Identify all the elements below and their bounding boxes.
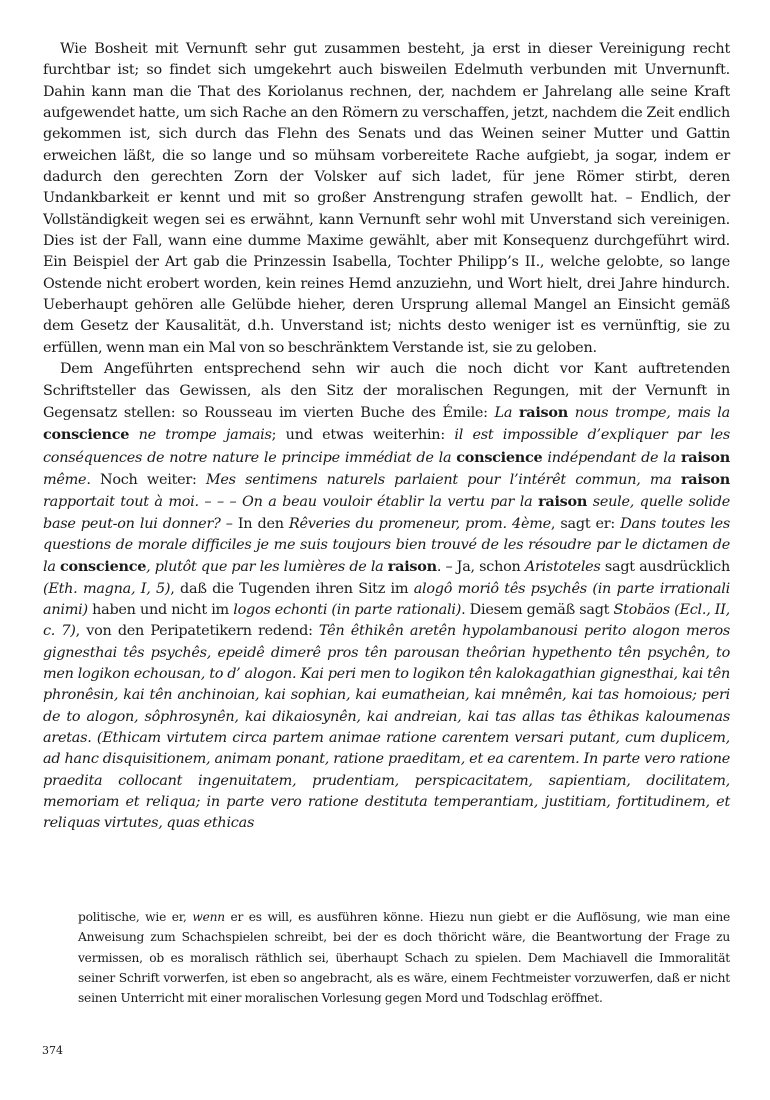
bold-term: raison bbox=[680, 448, 730, 466]
paragraph-2 bbox=[43, 359, 730, 835]
italic-run: alogô moriô tês psychês (in parte irrationali animi) bbox=[43, 580, 730, 618]
text-run: ; und etwas weiterhin: bbox=[271, 427, 455, 444]
text-run: . Diesem gemäß sagt bbox=[461, 601, 614, 618]
italic-run: Dans toutes les questions de morale difficiles je me suis toujours bien trouvé de les résoudre par le dictamen de la bbox=[43, 515, 730, 576]
footnote bbox=[78, 907, 730, 1008]
italic-run: seule, quelle solide base peut-on lui donner? bbox=[43, 494, 730, 532]
text-run: . Noch weiter: bbox=[86, 471, 206, 488]
text-run: haben und nicht im bbox=[87, 601, 234, 618]
italic-run: Stobäos (Ecl., II, c. 7) bbox=[43, 601, 730, 640]
bold-term: raison bbox=[518, 403, 568, 421]
bold-term: raison bbox=[387, 558, 437, 576]
text-run: politische, wie er, bbox=[78, 910, 193, 924]
italic-run: il est impossible d’expliquer par les conséquences de notre nature le principe immédiat de la bbox=[43, 427, 730, 466]
italic-run: même bbox=[43, 471, 87, 488]
italic-run: Mes sentimens naturels parlaient pour l’intérêt commun, ma bbox=[205, 471, 681, 488]
italic-run: (Eth. magna, I, 5) bbox=[43, 580, 171, 597]
italic-run: wenn bbox=[192, 910, 225, 924]
footnote-paragraph bbox=[78, 907, 730, 1008]
text-run: , daß die Tugenden ihren Sitz im bbox=[170, 580, 414, 597]
italic-run: La bbox=[494, 404, 519, 421]
paragraph-1 bbox=[43, 39, 730, 359]
text-run: , von den Peripatetikern redend: bbox=[75, 623, 319, 640]
italic-run: logos echonti (in parte rationali) bbox=[233, 601, 462, 618]
text-run: sagt ausdrücklich bbox=[600, 559, 731, 576]
bold-term: conscience bbox=[59, 558, 147, 576]
italic-run: Rêveries du promeneur, prom. 4ème bbox=[288, 515, 551, 532]
italic-run: , plutôt que par les lumières de la bbox=[146, 559, 388, 576]
bold-term: conscience bbox=[43, 426, 130, 444]
bold-term: conscience bbox=[456, 448, 543, 466]
paragraph-1-text: Wie Bosheit mit Vernunft sehr gut zusammen besteht, ja erst in dieser Vereinigung recht furchtbar ist; so findet sich umgekehrt auch bisweilen Edelmuth verbunden mit Unvernunft. Dahin kann man die That des Koriolanus rechnen, der, nachdem er Jahrelang alle seine Kraft aufgewendet hatte, um sich Rache an den Römern zu verschaffen, jetzt, nachdem die Zeit endlich gekommen ist, sich durch das Flehn des Senats und das Weinen seiner Mutter und Gattin erweichen läßt, die so lange und so mühsam vorbereitete Rache aufgiebt, ja sogar, indem er dadurch den gerechten Zorn der Volsker auf sich ladet, für jene Römer stirbt, deren Undankbarkeit er kennt und mit so großer Anstrengung strafen gewollt hat. – Endlich, der Vollständigkeit wegen sei es erwähnt, kann Vernunft sehr wohl mit Unverstand sich vereinigen. Dies ist der Fall, wann eine dumme Maxime gewählt, aber mit Konsequenz durchgeführt wird. Ein Beispiel der Art gab die Prinzessin Isabella, Tochter Philipp’s II., welche gelobte, so lange Ostende nicht erobert worden, kein reines Hemd anzuziehn, und Wort hielt, drei Jahre hindurch. Ueberhaupt gehören alle Gelübde hieher, deren Ursprung allemal Mangel an Einsicht gemäß dem Gesetz der Kausalität, d.h. Unverstand ist; nichts desto weniger ist es vernünftig, sie zu erfüllen, wenn man ein Mal von so beschränktem Verstande ist, sie zu geloben. bbox=[43, 41, 730, 356]
italic-run: nous trompe, mais la bbox=[567, 404, 730, 421]
text-run: Dem Angeführten entsprechend sehn wir auch die noch dicht vor Kant auftretenden Schriftsteller das Gewissen, als den Sitz der moralischen Regungen, mit der Vernunft in Gegensatz stellen: so Rousseau im vierten Buche des Émile: bbox=[43, 361, 730, 421]
italic-run: rapportait tout à moi. – – – On a beau vouloir établir la vertu par la bbox=[43, 494, 539, 511]
page-number: 374 bbox=[42, 1044, 63, 1057]
text-run: . – Ja, schon bbox=[436, 559, 525, 576]
text-run: – In den bbox=[220, 515, 289, 532]
italic-run: Aristoteles bbox=[524, 559, 601, 576]
italic-run: indépendant de la bbox=[542, 449, 681, 466]
bold-term: raison bbox=[680, 470, 730, 488]
text-run: er es will, es ausführen könne. Hiezu nun giebt er die Auflösung, wie man eine Anweisung zum Schachspielen schreibt, bei der es doch thöricht wäre, die Beantwortung der Frage zu vermissen, ob es moralisch räthlich sei, überhaupt Schach zu spielen. Dem Machiavell die Immoralität seiner Schrift vorwerfen, ist eben so angebracht, als es wäre, einem Fechtmeister vorzuwerfen, daß er nicht seinen Unterricht mit einer moralischen Vorlesung gegen Mord und Todschlag eröffnet. bbox=[78, 910, 730, 1006]
main-text bbox=[43, 39, 730, 835]
italic-run: Tên êthikên aretên hypolambanousi perito alogon meros gignesthai tês psychês, epeidê dimerê pros tên parousan theôrian hypethento tên psychên, to men logikon echousan, to d’ alogon. Kai peri men to logikon tên kalokagathian gignesthai, kai tên phronêsin, kai tên anchinoian, kai sophian, kai eumatheian, kai mnêmên, kai tas homoious; peri de to alogon, sôphrosynên, kai dikaiosynên, kai andreian, kai tas allas tas êthikas kaloumenas aretas. (Ethicam virtutem circa partem animae ratione carentem versari putant, cum duplicem, ad hanc disquisitionem, animam ponant, ratione praeditam, et ea carentem. In parte vero ratione praedita collocant ingenuitatem, prudentiam, perspicacitatem, sapientiam, docilitatem, memoriam et reliqua; in parte vero ratione destituta temperantiam, justitiam, fortitudinem, et reliquas virtutes, quas ethicas bbox=[43, 623, 730, 832]
italic-run: ne trompe jamais bbox=[129, 427, 272, 444]
bold-term: raison bbox=[538, 493, 588, 511]
text-run: , sagt er: bbox=[550, 515, 621, 532]
